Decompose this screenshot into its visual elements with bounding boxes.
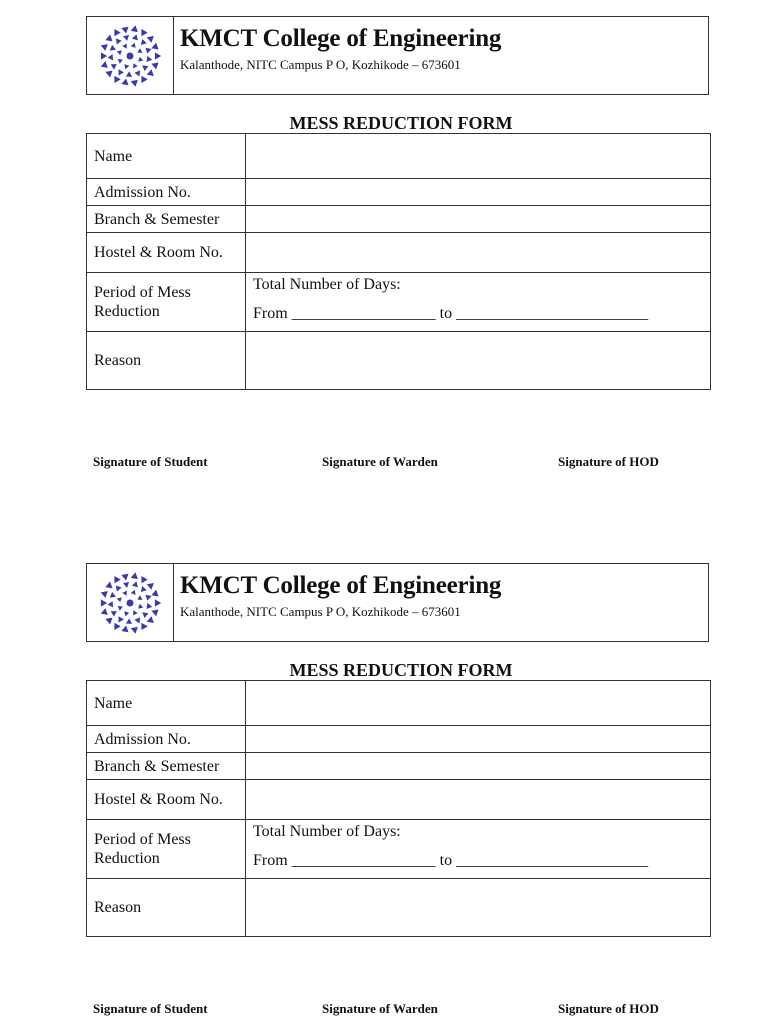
emblem-triangle	[147, 616, 154, 623]
emblem-triangle	[133, 610, 138, 615]
signature-student: Signature of Student	[93, 454, 208, 469]
emblem-triangle	[151, 590, 158, 597]
emblem-triangle	[101, 608, 108, 615]
hostel-label: Hostel & Room No.	[87, 780, 246, 820]
emblem-triangle	[142, 65, 148, 71]
from-to-line: From __________________ to ________________________	[253, 852, 649, 869]
emblem-center	[127, 53, 134, 60]
emblem-triangle	[119, 69, 124, 75]
emblem-triangle	[107, 54, 113, 60]
period-row	[87, 820, 711, 879]
hostel-row	[87, 233, 711, 273]
emblem-triangle	[151, 43, 158, 50]
emblem-triangle	[126, 618, 132, 624]
hostel-field[interactable]	[246, 233, 711, 273]
branch-label: Branch & Semester	[87, 753, 246, 780]
emblem-triangle	[121, 625, 128, 632]
emblem-triangle	[121, 27, 128, 34]
emblem-triangle	[146, 603, 152, 609]
emblem-triangle	[147, 583, 154, 590]
name-row	[87, 681, 711, 726]
emblem-triangle	[137, 595, 142, 600]
emblem-triangle	[114, 576, 120, 583]
branch-row	[87, 753, 711, 780]
hostel-label: Hostel & Room No.	[87, 233, 246, 273]
emblem-triangle	[131, 627, 138, 634]
emblem-triangle	[124, 611, 129, 616]
emblem-triangle	[110, 45, 116, 51]
college-name: KMCT College of Engineering	[180, 572, 502, 599]
emblem-triangle	[111, 611, 117, 617]
emblem-triangle	[142, 612, 148, 618]
emblem-triangle	[123, 582, 129, 588]
emblem-triangle	[117, 50, 122, 55]
emblem-triangle	[121, 574, 128, 581]
emblem-triangle	[131, 25, 138, 32]
emblem-triangle	[105, 618, 112, 625]
emblem-triangle	[133, 63, 138, 68]
name-field[interactable]	[246, 681, 711, 726]
emblem-triangle	[118, 606, 123, 611]
reason-row	[87, 332, 711, 390]
college-header	[86, 563, 709, 642]
emblem-triangle	[145, 595, 151, 601]
emblem-triangle	[107, 601, 113, 607]
admission-label: Admission No.	[87, 179, 246, 206]
signature-warden: Signature of Warden	[322, 1001, 438, 1016]
from-to-line: From __________________ to ________________________	[253, 305, 649, 322]
college-header	[86, 16, 709, 95]
emblem-triangle	[155, 599, 161, 606]
emblem-triangle	[101, 599, 107, 606]
emblem-triangle	[114, 29, 120, 36]
period-label: Period of Mess Reduction	[87, 273, 246, 332]
reason-field[interactable]	[246, 332, 711, 390]
emblem-triangle	[118, 59, 123, 64]
reason-field[interactable]	[246, 879, 711, 937]
branch-field[interactable]	[246, 206, 711, 233]
signature-warden: Signature of Warden	[322, 454, 438, 469]
hostel-field[interactable]	[246, 780, 711, 820]
emblem-triangle	[116, 585, 122, 591]
emblem-triangle	[141, 76, 147, 83]
emblem-triangle	[138, 57, 143, 62]
emblem-triangle	[105, 582, 112, 589]
emblem-triangle	[141, 623, 147, 630]
emblem-triangle	[101, 61, 108, 68]
period-field[interactable]	[246, 820, 711, 879]
logo-cell	[87, 564, 174, 641]
name-label: Name	[87, 134, 246, 179]
emblem-triangle	[146, 56, 152, 62]
emblem-triangle	[151, 63, 158, 70]
name-row	[87, 134, 711, 179]
emblem-triangle	[117, 597, 122, 602]
emblem-triangle	[119, 616, 124, 622]
college-address: Kalanthode, NITC Campus P O, Kozhikode – 673601	[180, 57, 461, 72]
emblem-triangle	[122, 44, 127, 49]
emblem-triangle	[121, 78, 128, 85]
emblem-center	[127, 600, 134, 607]
emblem-triangle	[147, 36, 154, 43]
reason-row	[87, 879, 711, 937]
emblem-triangle	[105, 35, 112, 42]
emblem-triangle	[147, 69, 154, 76]
emblem-triangle	[114, 623, 120, 630]
emblem-triangle	[111, 64, 117, 70]
emblem-triangle	[141, 586, 147, 592]
college-address: Kalanthode, NITC Campus P O, Kozhikode – 673601	[180, 604, 461, 619]
emblem-triangle	[131, 572, 138, 579]
total-days-label: Total Number of Days:	[253, 823, 401, 840]
signature-student: Signature of Student	[93, 1001, 208, 1016]
college-emblem-icon	[97, 23, 163, 89]
emblem-triangle	[141, 29, 147, 36]
emblem-triangle	[123, 35, 129, 41]
name-field[interactable]	[246, 134, 711, 179]
emblem-triangle	[131, 80, 138, 87]
branch-field[interactable]	[246, 753, 711, 780]
form-fields-table	[86, 133, 711, 390]
emblem-triangle	[101, 591, 108, 598]
emblem-triangle	[138, 604, 143, 609]
emblem-triangle	[151, 610, 158, 617]
emblem-triangle	[137, 48, 142, 53]
form-fields-table	[86, 680, 711, 937]
emblem-triangle	[132, 581, 138, 587]
reason-label: Reason	[87, 879, 246, 937]
form-title: MESS REDUCTION FORM	[289, 660, 513, 680]
period-row	[87, 273, 711, 332]
admission-field[interactable]	[246, 179, 711, 206]
signature-hod: Signature of HOD	[558, 1001, 659, 1016]
name-label: Name	[87, 681, 246, 726]
admission-row	[87, 179, 711, 206]
emblem-triangle	[110, 592, 116, 598]
emblem-triangle	[116, 38, 122, 44]
emblem-triangle	[101, 44, 108, 51]
emblem-triangle	[134, 70, 140, 76]
admission-field[interactable]	[246, 726, 711, 753]
branch-row	[87, 206, 711, 233]
emblem-triangle	[141, 39, 147, 45]
period-label: Period of Mess Reduction	[87, 820, 246, 879]
college-name: KMCT College of Engineering	[180, 25, 502, 52]
total-days-label: Total Number of Days:	[253, 276, 401, 293]
reason-label: Reason	[87, 332, 246, 390]
emblem-triangle	[131, 590, 136, 595]
form-title: MESS REDUCTION FORM	[289, 113, 513, 133]
logo-cell	[87, 17, 174, 94]
emblem-triangle	[114, 76, 120, 83]
branch-label: Branch & Semester	[87, 206, 246, 233]
emblem-triangle	[126, 71, 132, 77]
emblem-triangle	[141, 576, 147, 583]
signature-hod: Signature of HOD	[558, 454, 659, 469]
emblem-triangle	[155, 52, 161, 59]
emblem-triangle	[134, 617, 140, 623]
emblem-triangle	[145, 48, 151, 54]
emblem-triangle	[122, 591, 127, 596]
emblem-triangle	[132, 34, 138, 40]
college-emblem-icon	[97, 570, 163, 636]
emblem-triangle	[101, 52, 107, 59]
hostel-row	[87, 780, 711, 820]
emblem-triangle	[131, 43, 136, 48]
admission-label: Admission No.	[87, 726, 246, 753]
period-field[interactable]	[246, 273, 711, 332]
emblem-triangle	[105, 71, 112, 78]
emblem-triangle	[124, 64, 129, 69]
admission-row	[87, 726, 711, 753]
